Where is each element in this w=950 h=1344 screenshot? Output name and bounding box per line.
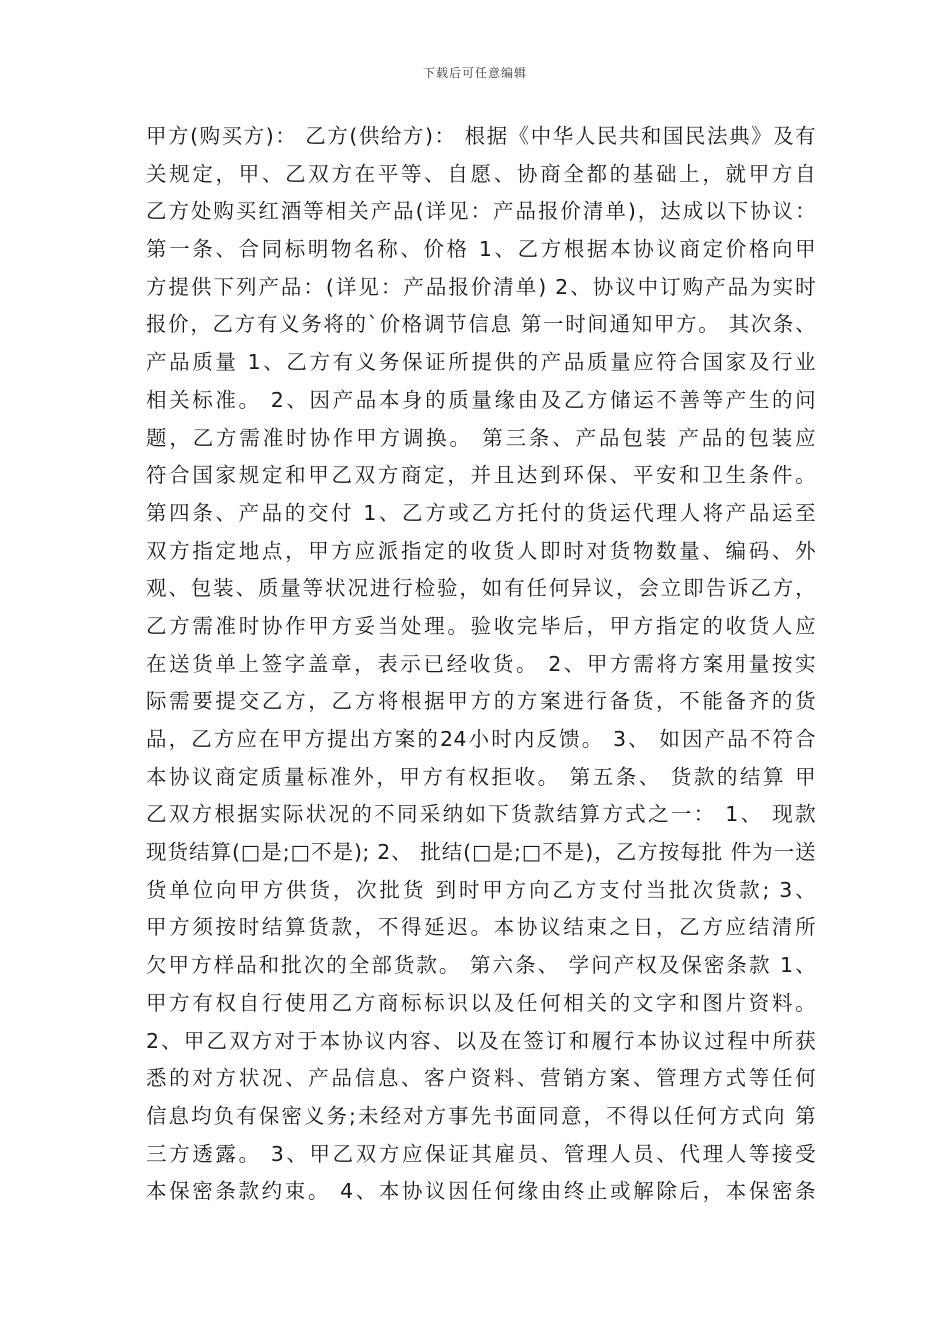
body-line: 甲方有权自行使用乙方商标标识以及任何相关的文字和图片资料。 xyxy=(146,990,816,1015)
body-line: 乙双方根据实际状况的不同采纳如下货款结算方式之一： 1、 现款 xyxy=(146,802,816,827)
body-line: 观、包装、质量等状况进行检验，如有任何异议，会立即告诉乙方， xyxy=(146,576,816,601)
body-line: 欠甲方样品和批次的全部货款。 第六条、 学问产权及保密条款 1、 xyxy=(146,953,816,978)
body-line: 乙方需准时协作甲方妥当处理。验收完毕后，甲方指定的收货人应 xyxy=(146,613,816,638)
body-line: 报价，乙方有义务将的`价格调节信息 第一时间通知甲方。 其次条、 xyxy=(146,312,816,337)
contract-body xyxy=(146,118,816,1211)
body-line: 悉的对方状况、产品信息、客户资料、营销方案、管理方式等任何 xyxy=(146,1066,816,1091)
body-line: 际需要提交乙方，乙方将根据甲方的方案进行备货，不能备齐的货 xyxy=(146,689,816,714)
body-line: 产品质量 1、乙方有义务保证所提供的产品质量应符合国家及行业 xyxy=(146,350,816,375)
body-line: 货单位向甲方供货，次批货 到时甲方向乙方支付当批次货款; 3、 xyxy=(146,877,816,902)
body-line: 符合国家规定和甲乙双方商定，并且达到环保、平安和卫生条件。 xyxy=(146,463,816,488)
body-line: 在送货单上签字盖章，表示已经收货。 2、甲方需将方案用量按实 xyxy=(146,651,816,676)
body-line: 甲方(购买方)： 乙方(供给方)： 根据《中华人民共和国民法典》及有 xyxy=(146,124,816,148)
body-line: 品，乙方应在甲方提出方案的24小时内反馈。 3、 如因产品不符合 xyxy=(146,727,816,751)
body-line: 2、甲乙双方对于本协议内容、以及在签订和履行本协议过程中所获 xyxy=(146,1028,816,1053)
body-line: 三方透露。 3、甲乙双方应保证其雇员、管理人员、代理人等接受 xyxy=(146,1141,816,1166)
body-line: 题，乙方需准时协作甲方调换。 第三条、产品包装 产品的包装应 xyxy=(146,425,816,450)
body-line: 第一条、合同标明物名称、价格 1、乙方根据本协议商定价格向甲 xyxy=(146,237,816,262)
body-line: 现货结算(□是;□不是); 2、 批结(□是;□不是)，乙方按每批 件为一送 xyxy=(146,840,816,865)
body-line: 方提供下列产品：(详见：产品报价清单) 2、协议中订购产品为实时 xyxy=(146,274,816,299)
body-line: 信息均负有保密义务;未经对方事先书面同意，不得以任何方式向 第 xyxy=(146,1103,816,1128)
body-line: 第四条、产品的交付 1、乙方或乙方托付的货运代理人将产品运至 xyxy=(146,500,816,525)
body-line: 本保密条款约束。 4、本协议因任何缘由终止或解除后，本保密条 xyxy=(146,1179,816,1204)
body-line: 甲方须按时结算货款，不得延迟。本协议结束之日，乙方应结清所 xyxy=(146,915,816,940)
body-line: 关规定，甲、乙双方在平等、自愿、协商全都的基础上，就甲方自 xyxy=(146,161,816,186)
body-line: 本协议商定质量标准外，甲方有权拒收。 第五条、 货款的结算 甲 xyxy=(146,764,816,789)
body-line: 乙方处购买红酒等相关产品(详见：产品报价清单)，达成以下协议： xyxy=(146,199,816,224)
body-line: 双方指定地点，甲方应派指定的收货人即时对货物数量、编码、外 xyxy=(146,538,816,563)
header-note: 下载后可任意编辑 xyxy=(422,66,527,80)
body-line: 相关标准。 2、因产品本身的质量缘由及乙方储运不善等产生的问 xyxy=(146,387,816,412)
